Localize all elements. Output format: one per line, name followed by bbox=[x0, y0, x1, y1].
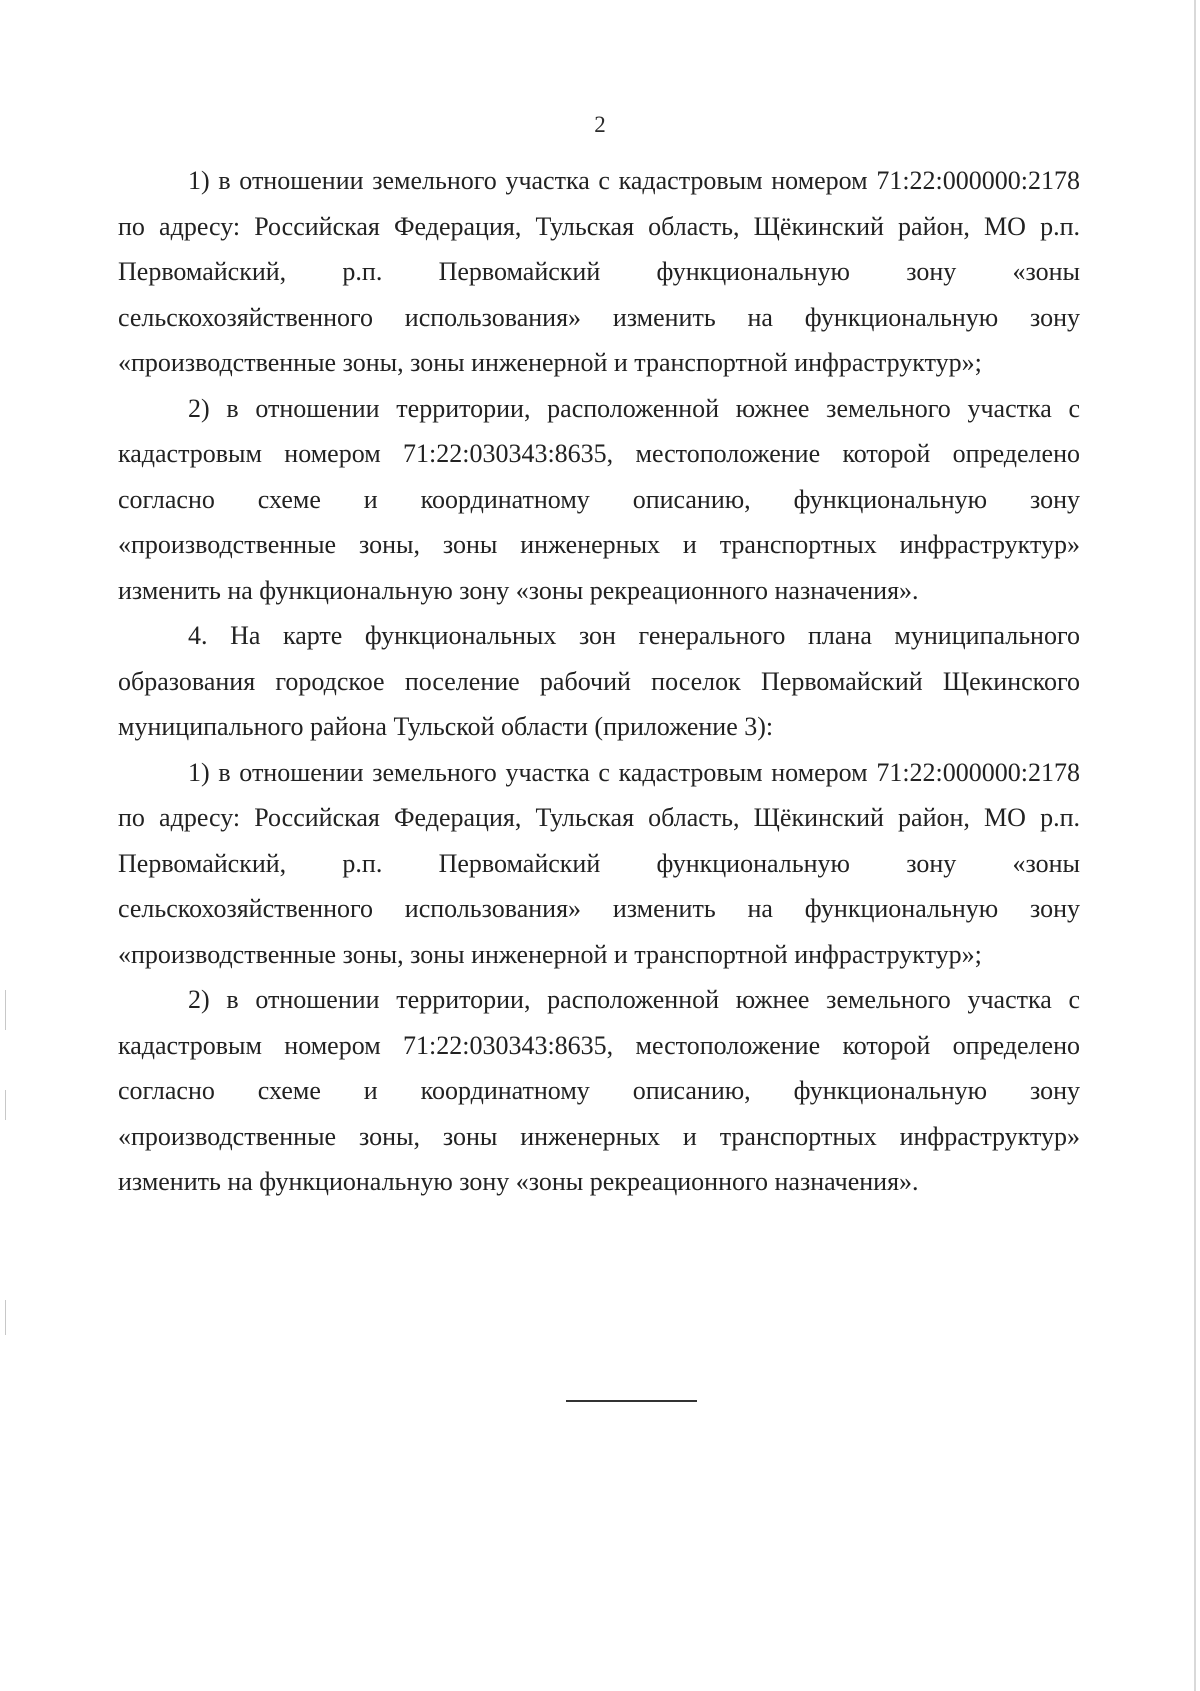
end-rule bbox=[566, 1400, 697, 1402]
scan-mark bbox=[5, 990, 6, 1030]
scan-mark bbox=[5, 1090, 6, 1120]
page-number: 2 bbox=[594, 112, 606, 137]
paragraph-item-2: 2) в отношении территории, расположенной южнее земельного участка с кадастровым номером 71:22:030343:8635, местоположение которой определено согласно схеме и координатному описанию, функциональную зону «производственные зоны, зоны инженерных и транспортных инфраструктур» изменить на функциональную зону «зоны рекреационного назначения». bbox=[118, 393, 1080, 605]
paragraph-item-1: 1) в отношении земельного участка с кадастровым номером 71:22:000000:2178 по адресу: Российская Федерация, Тульская область, Щёкинский район, МО р.п. Первомайский, р.п. Первомайский функциональную зону «зоны сельскохозяйственного использования» изменить на функциональную зону «производственные зоны, зоны инженерной и транспортной инфраструктур»; bbox=[118, 166, 1080, 377]
scan-edge-line bbox=[1194, 0, 1196, 1691]
document-body bbox=[118, 158, 1080, 1205]
paragraph-section-4: 4. На карте функциональных зон генерального плана муниципального образования городское поселение рабочий поселок Первомайский Щекинского муниципального района Тульской области (приложение 3): bbox=[118, 621, 1080, 741]
paragraph-item-1: 1) в отношении земельного участка с кадастровым номером 71:22:000000:2178 по адресу: Российская Федерация, Тульская область, Щёкинский район, МО р.п. Первомайский, р.п. Первомайский функциональную зону «зоны сельскохозяйственного использования» изменить на функциональную зону «производственные зоны, зоны инженерной и транспортной инфраструктур»; bbox=[118, 757, 1080, 969]
scan-mark bbox=[5, 1300, 6, 1335]
paragraph-item-2: 2) в отношении территории, расположенной южнее земельного участка с кадастровым номером 71:22:030343:8635, местоположение которой определено согласно схеме и координатному описанию, функциональную зону «производственные зоны, зоны инженерных и транспортных инфраструктур» изменить на функциональную зону «зоны рекреационного назначения». bbox=[118, 985, 1080, 1196]
